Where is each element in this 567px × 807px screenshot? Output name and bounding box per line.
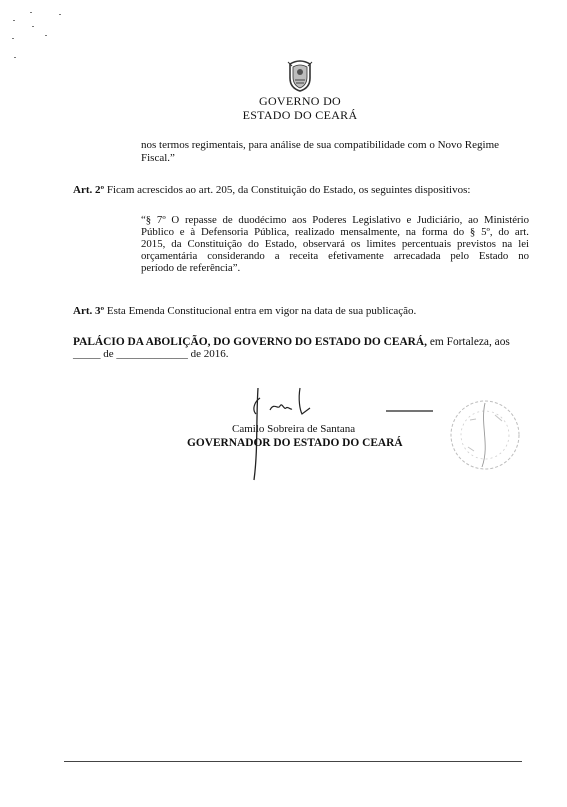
quote-line: 2015, da Constituição do Estado, observará os limites percentuais previstos na lei [141,238,529,250]
gov-line2-text: ESTADO DO CEARÁ [242,108,358,122]
continuation-line2: Fiscal.” [141,152,175,164]
quote-line: orçamentária considerando a receita efetivamente arrecadada pelo Estado no [141,250,529,262]
date-line: _____ de _____________ de 2016. [73,348,229,360]
article-2-text: Ficam acrescidos ao art. 205, da Constituição do Estado, os seguintes dispositivos: [104,184,471,196]
government-header-line1 [0,94,567,108]
palacio-rest-text: em Fortaleza, aos [427,336,510,348]
state-crest-icon [286,58,314,92]
article-2-paragraph [73,184,533,196]
article-3-text: Esta Emenda Constitucional entra em vigor na data de sua publicação. [104,305,417,317]
quote-line: período de referência”. [141,262,241,274]
signatory-name: Camilo Sobreira de Santana [232,423,356,435]
continuation-line1: nos termos regimentais, para análise de sua compatibilidade com o Novo Regime [141,139,500,151]
quote-line: Público e à Defensoria Pública, realizado mensalmente, na forma do § 5º, do art. [141,226,529,238]
governor-signature [240,380,330,490]
signatory-title: GOVERNADOR DO ESTADO DO CEARÁ [187,437,403,449]
gov-line1-text: GOVERNO DO [259,94,341,108]
signature-dash [385,408,435,414]
article-3-paragraph [73,305,533,317]
palacio-paragraph [73,336,533,348]
article-2-label: Art. 2º [73,184,105,196]
government-header-line2 [0,108,567,122]
footer-rule [64,761,522,762]
article-3-label: Art. 3º [73,305,105,317]
official-seal-stamp [440,395,530,475]
palacio-bold-text: PALÁCIO DA ABOLIÇÃO, DO GOVERNO DO ESTADO DO CEARÁ, [73,336,427,348]
quote-line: “§ 7º O repasse de duodécimo aos Poderes Legislativo e Judiciário, ao Ministério [141,214,529,226]
quoted-paragraph-7 [141,214,529,274]
